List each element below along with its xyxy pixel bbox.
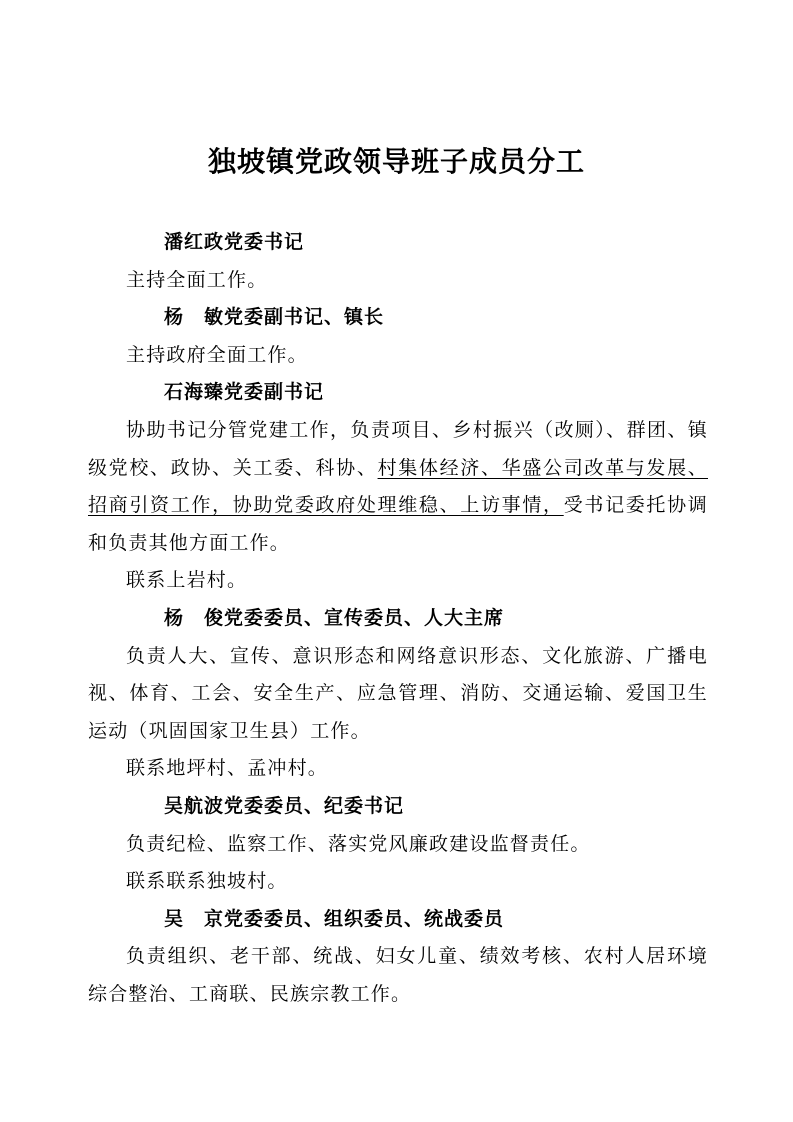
member-heading: [88, 224, 708, 262]
member-duties: 主持全面工作。: [126, 268, 268, 291]
member-heading: [88, 374, 708, 412]
member-duties: 主持政府全面工作。: [126, 343, 308, 366]
member-position: 党委副书记、镇长: [224, 306, 385, 329]
member-position: 党委委员、纪委书记: [224, 794, 405, 817]
member-heading: [88, 901, 708, 939]
member-duties: [88, 412, 708, 562]
member-heading: [88, 600, 708, 638]
member-name: 吴航波: [164, 794, 225, 817]
member-name: 潘红政: [164, 231, 225, 253]
member-position: 党委委员、组织委员、统战委员: [224, 907, 505, 930]
member-name: 石海臻: [164, 381, 225, 404]
member-contact: 联系联系独坡村。: [126, 870, 288, 893]
member-contact: 联系地坪村、孟冲村。: [126, 757, 329, 780]
member-duties-underlined-text: 村集体经济、华盛公司改革与发展、招商引资工作，协助党委政府处理维稳、上访事情，: [88, 456, 708, 517]
member-name: 吴 京: [164, 907, 225, 930]
document-title: 独坡镇党政领导班子成员分工: [207, 145, 585, 178]
member-heading: [88, 788, 708, 826]
member-position: 党委委员、宣传委员、人大主席: [224, 606, 505, 629]
member-duties-text: 受书记委托协调和负责其他方面工作。: [88, 494, 708, 554]
member-name: 杨 俊: [164, 606, 225, 629]
document-body: [88, 224, 708, 1013]
member-duties: 负责组织、老干部、统战、妇女儿童、绩效考核、农村人居环境综合整治、工商联、民族宗教工作。: [88, 945, 708, 1005]
member-heading: [88, 299, 708, 337]
member-position: 党委书记: [224, 231, 305, 253]
member-duties: 负责人大、宣传、意识形态和网络意识形态、文化旅游、广播电视、体育、工会、安全生产、应急管理、消防、交通运输、爱国卫生运动（巩固国家卫生县）工作。: [88, 644, 708, 742]
member-duties-text: 协助书记分管党建工作，负责项目、乡村振兴（改厕）、群团、镇级党校、政协、关工委、科协、: [88, 418, 708, 479]
member-duties: 负责纪检、监察工作、落实党风廉政建设监督责任。: [126, 832, 591, 855]
member-position: 党委副书记: [224, 381, 325, 404]
member-contact: 联系上岩村。: [126, 569, 248, 592]
member-name: 杨 敏: [164, 306, 225, 329]
